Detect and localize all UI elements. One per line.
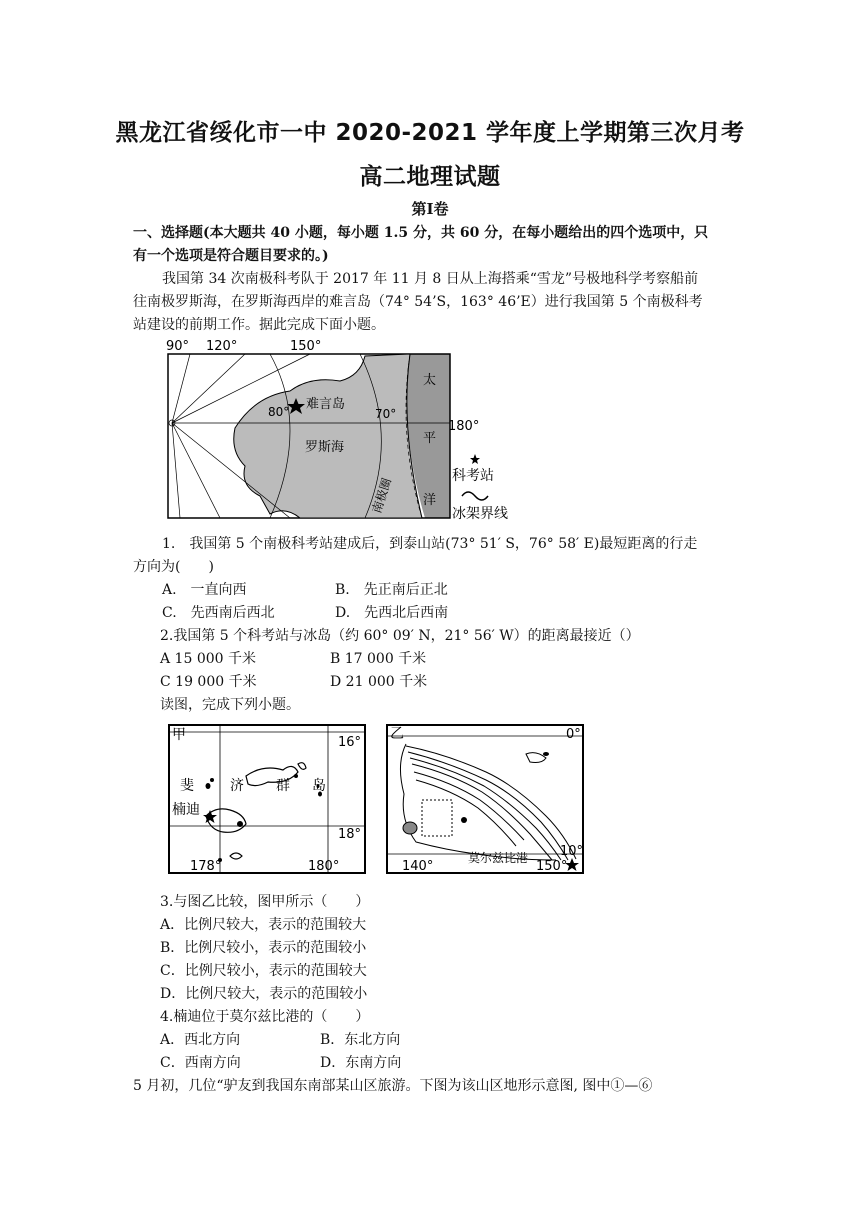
- lon-150-label: 150°: [290, 339, 322, 354]
- lon-180-label: 180°: [308, 859, 340, 874]
- fiji-char-1: 斐: [180, 778, 194, 794]
- fiji-char-4: 岛: [312, 778, 326, 794]
- map-yi-label: 乙: [390, 726, 404, 742]
- part-label: 第Ⅰ卷: [411, 200, 449, 218]
- q3-stem: 3.与图乙比较，图甲所示（ ）: [160, 894, 370, 910]
- png-map-yi: [386, 724, 586, 876]
- vanua-levu-island: [246, 766, 298, 785]
- q5-stem: 5 月初，几位“驴友到我国东南部某山区旅游。下图为该山区地形示意图, 图中①—⑥: [133, 1078, 653, 1094]
- q1-stem: 1. 我国第 5 个南极科考站建成后，到泰山站(73° 51′ S，76° 58′ E)最短距离的行走: [162, 536, 698, 552]
- lat-70-label: 70°: [375, 407, 397, 421]
- ocean-label-2: 平: [423, 431, 437, 446]
- q2-option-c: C 19 000 千米: [160, 674, 257, 690]
- antarctic-circle-label: 南极圈: [369, 476, 394, 515]
- intro-paragraph-end: 站建设的前期工作。据此完成下面小题。: [133, 317, 385, 333]
- legend-star-icon: [470, 454, 480, 464]
- section-header: 一、选择题(本大题共 40 小题，每小题 1.5 分，共 60 分，在每小题给出的四个选项中，只: [133, 225, 709, 241]
- lat-0-label: 0°: [566, 727, 581, 742]
- intro-paragraph: 我国第 34 次南极科考队于 2017 年 11 月 8 日从上海搭乘“雪龙”号极地科学考察船前: [162, 271, 699, 287]
- fiji-map-jia: [168, 724, 368, 876]
- lat-80-label: 80°: [268, 405, 290, 419]
- island-label: 难言岛: [306, 397, 346, 412]
- q2-option-a: A 15 000 千米: [160, 651, 256, 667]
- q3-option-d: D．比例尺较大，表示的范围较小: [160, 986, 368, 1002]
- ross-sea-map: [160, 336, 530, 526]
- legend-station-label: 科考站: [452, 468, 494, 484]
- q2-option-d: D 21 000 千米: [330, 674, 428, 690]
- lat-16-label: 16°: [338, 735, 362, 750]
- nadi-star-icon: [203, 810, 217, 823]
- lon-150-label: 150°: [536, 859, 568, 874]
- lon-90-label: 90°: [166, 339, 190, 354]
- q2-stem: 2.我国第 5 个科考站与冰岛（约 60° 09′ N，21° 56′ W）的距离最接近（）: [160, 628, 640, 644]
- sea-label: 罗斯海: [305, 440, 345, 455]
- lon-178-label: 178°: [190, 859, 222, 874]
- lon-140-label: 140°: [402, 859, 434, 874]
- lat-18-label: 18°: [338, 827, 362, 842]
- q3-option-a: A．比例尺较大，表示的范围较大: [160, 917, 367, 933]
- fiji-char-2: 济: [230, 778, 244, 794]
- fiji-char-3: 群: [276, 778, 290, 794]
- section-header-cont: 有一个选项是符合题目要求的。): [133, 248, 329, 264]
- title-line-2: 高二地理试题: [359, 164, 501, 190]
- q2-option-b: B 17 000 千米: [330, 651, 427, 667]
- q1-option-d: D. 先西北后西南: [335, 605, 449, 621]
- legend-ice-label: 冰架界线: [452, 506, 508, 522]
- q3-option-b: B．比例尺较小，表示的范围较小: [160, 940, 367, 956]
- q4-option-b: B．东北方向: [320, 1032, 401, 1048]
- read-prompt: 读图，完成下列小题。: [160, 697, 300, 713]
- q4-stem: 4.楠迪位于莫尔兹比港的（ ）: [160, 1009, 370, 1025]
- title-line-1: 黑龙江省绥化市一中 2020-2021 学年度上学期第三次月考: [115, 120, 745, 146]
- q1-stem-cont: 方向为( ): [133, 559, 214, 575]
- ocean-label-3: 洋: [423, 493, 437, 508]
- ocean-label-1: 太: [423, 373, 437, 388]
- ross-sea-shelf: [234, 354, 422, 518]
- nadi-label: 楠迪: [172, 802, 200, 818]
- q1-option-a: A. 一直向西: [162, 582, 247, 598]
- lon-120-label: 120°: [206, 339, 238, 354]
- port-moresby-label: 莫尔兹比港: [468, 851, 529, 865]
- q3-option-c: C．比例尺较小，表示的范围较大: [160, 963, 367, 979]
- ice-shelf-line-icon: [462, 492, 488, 500]
- q4-option-a: A．西北方向: [160, 1032, 241, 1048]
- map-jia-label: 甲: [172, 727, 186, 743]
- lat-10-label: 10°: [560, 844, 584, 859]
- q1-option-c: C. 先西南后西北: [162, 605, 275, 621]
- q4-option-c: C．西南方向: [160, 1055, 241, 1071]
- q4-option-d: D．东南方向: [320, 1055, 402, 1071]
- q1-option-b: B. 先正南后正北: [335, 582, 448, 598]
- intro-paragraph-cont: 往南极罗斯海，在罗斯海西岸的难言岛（74° 54’S，163° 46’E）进行我国第 5 个南极科考: [133, 294, 703, 310]
- lon-180-label: 180°: [448, 419, 480, 434]
